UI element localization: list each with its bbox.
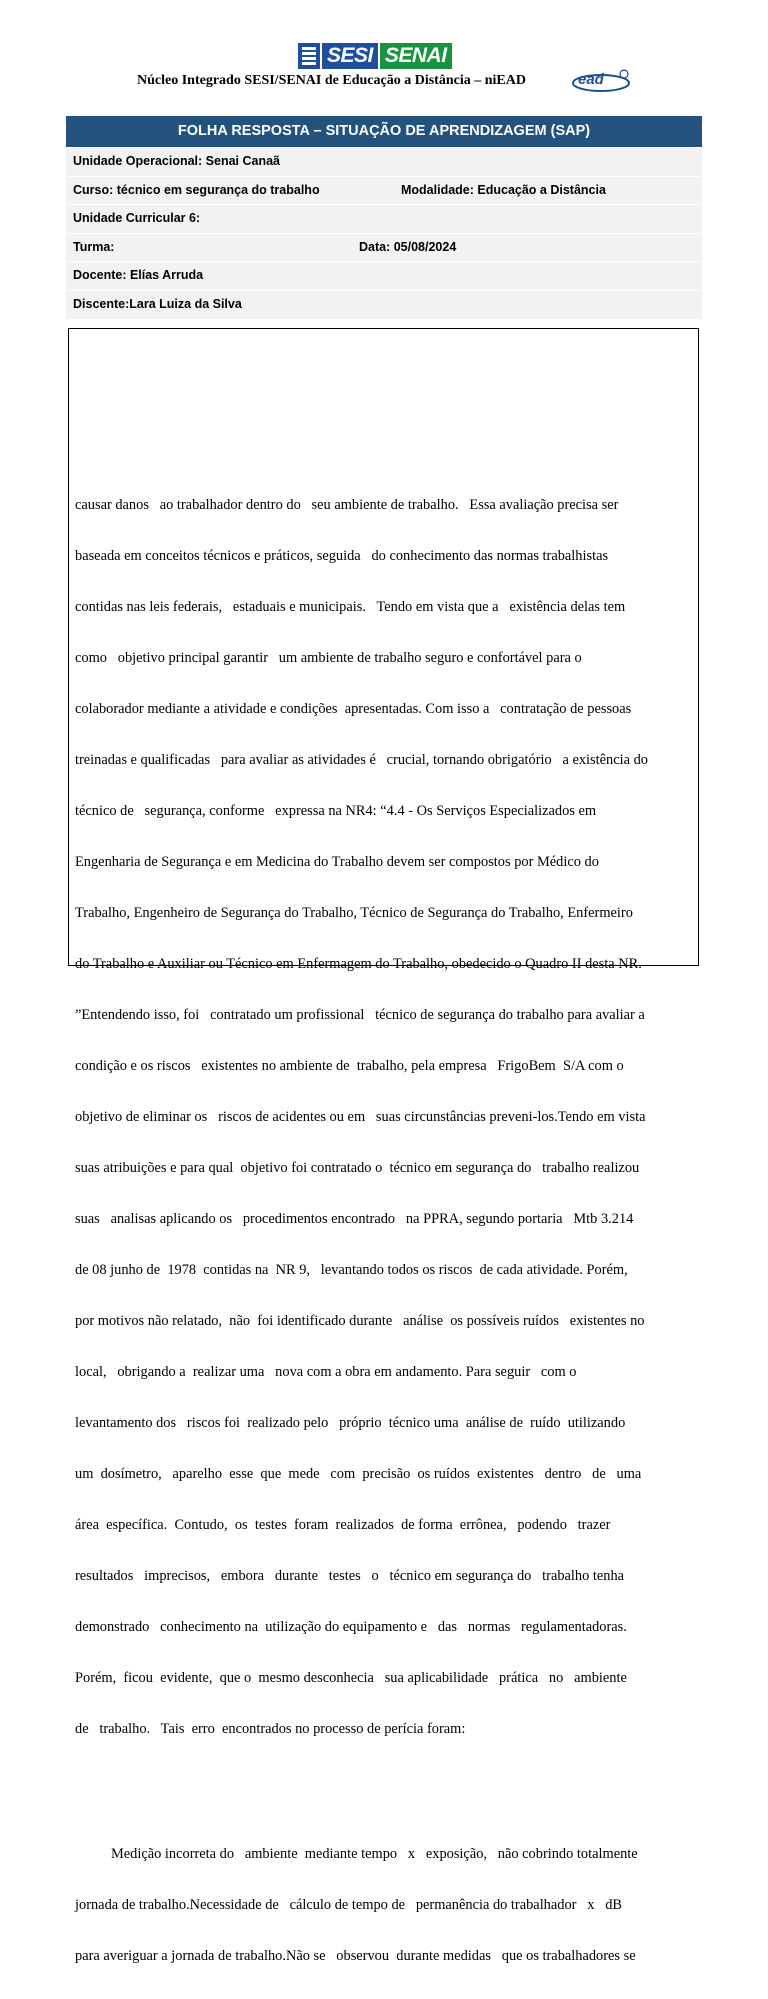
ead-logo-text: ead [578, 71, 604, 88]
modalidade: Modalidade: Educação a Distância [401, 182, 606, 197]
body-line: do Trabalho e Auxiliar ou Técnico em Enfermagem do Trabalho, obedecido o Quadro II desta NR. [75, 956, 642, 972]
body-line: contidas nas leis federais, estaduais e municipais. Tendo em vista que a existência delas tem [75, 599, 626, 615]
body-line: colaborador mediante a atividade e condições apresentadas. Com isso a contratação de pessoas [75, 701, 632, 717]
body-line: jornada de trabalho.Necessidade de cálculo de tempo de permanência do trabalhador x dB [75, 1897, 623, 1913]
row-curso [66, 177, 702, 206]
logo-senai-text: SENAI [380, 43, 452, 69]
body-line: área específica. Contudo, os testes foram realizados de forma errônea, podendo trazer [75, 1517, 611, 1533]
body-line: Medição incorreta do ambiente mediante tempo x exposição, não cobrindo totalmente [75, 1846, 638, 1862]
body-line: causar danos ao trabalhador dentro do seu ambiente de trabalho. Essa avaliação precisa ser [75, 497, 619, 513]
institution-name: Núcleo Integrado SESI/SENAI de Educação a Distância – niEAD [137, 73, 526, 88]
body-line: resultados imprecisos, embora durante testes o técnico em segurança do trabalho tenha [75, 1568, 625, 1584]
discente: Discente:Lara Luiza da Silva [73, 296, 242, 311]
body-line: local, obrigando a realizar uma nova com a obra em andamento. Para seguir com o [75, 1364, 577, 1380]
sesi-emblem-icon [298, 43, 320, 69]
data: Data: 05/08/2024 [359, 239, 457, 254]
body-line: suas atribuições e para qual objetivo foi contratado o técnico em segurança do trabalho realizou [75, 1160, 640, 1176]
unidade-operacional: Unidade Operacional: Senai Canaã [73, 154, 281, 168]
body-line: de trabalho. Tais erro encontrados no processo de perícia foram: [75, 1721, 466, 1737]
body-line: demonstrado conhecimento na utilização do equipamento e das normas regulamentadoras. [75, 1619, 627, 1635]
row-docente [66, 262, 702, 291]
answer-text-box [68, 328, 699, 1964]
body-line: suas analisas aplicando os procedimentos encontrado na PPRA, segundo portaria Mtb 3.214 [75, 1211, 634, 1227]
body-line: levantamento dos riscos foi realizado pelo próprio técnico uma análise de ruído utilizando [75, 1415, 626, 1431]
body-line: para averiguar a jornada de trabalho.Não se observou durante medidas que os trabalhadores se [75, 1948, 636, 1964]
sesi-senai-logo [298, 43, 452, 69]
body-line: ”Entendendo isso, foi contratado um profissional técnico de segurança do trabalho para avaliar a [75, 1007, 645, 1023]
row-unidade-operacional [66, 148, 702, 177]
body-line: um dosímetro, aparelho esse que mede com precisão os ruídos existentes dentro de uma [75, 1466, 642, 1482]
body-line: treinadas e qualificadas para avaliar as atividades é crucial, tornando obrigatório a existência do [75, 752, 648, 768]
curso: Curso: técnico em segurança do trabalho [73, 182, 320, 197]
body-line: por motivos não relatado, não foi identificado durante análise os possíveis ruídos existentes no [75, 1313, 645, 1329]
body-line: técnico de segurança, conforme expressa na NR4: “4.4 - Os Serviços Especializados em [75, 803, 597, 819]
body-line: Trabalho, Engenheiro de Segurança do Trabalho, Técnico de Segurança do Trabalho, Enfermeiro [75, 905, 633, 921]
docente: Docente: Elías Arruda [73, 268, 204, 283]
turma: Turma: [73, 239, 115, 254]
answer-body-text [75, 463, 693, 1999]
ead-logo-icon [572, 69, 634, 93]
body-line: condição e os riscos existentes no ambiente de trabalho, pela empresa FrigoBem S/A com o [75, 1058, 624, 1074]
row-discente [66, 291, 702, 320]
paragraph-gap [75, 1772, 693, 1812]
row-turma [66, 234, 702, 263]
logo-sesi-text: SESI [322, 43, 378, 69]
student-info-table [66, 148, 702, 320]
body-line: Engenharia de Segurança e em Medicina do Trabalho devem ser compostos por Médico do [75, 854, 599, 870]
body-line: de 08 junho de 1978 contidas na NR 9, levantando todos os riscos de cada atividade. Porém, [75, 1262, 628, 1278]
sheet-title: FOLHA RESPOSTA – SITUAÇÃO DE APRENDIZAGEM (SAP) [66, 116, 702, 147]
body-line: objetivo de eliminar os riscos de acidentes ou em suas circunstâncias preveni-los.Tendo em vista [75, 1109, 646, 1125]
body-line: Porém, ficou evidente, que o mesmo desconhecia sua aplicabilidade prática no ambiente [75, 1670, 627, 1686]
body-line: baseada em conceitos técnicos e práticos, seguida do conhecimento das normas trabalhistas [75, 548, 609, 564]
row-unidade-curricular [66, 205, 702, 234]
unidade-curricular: Unidade Curricular 6: [73, 211, 201, 226]
body-line: como objetivo principal garantir um ambiente de trabalho seguro e confortável para o [75, 650, 582, 666]
